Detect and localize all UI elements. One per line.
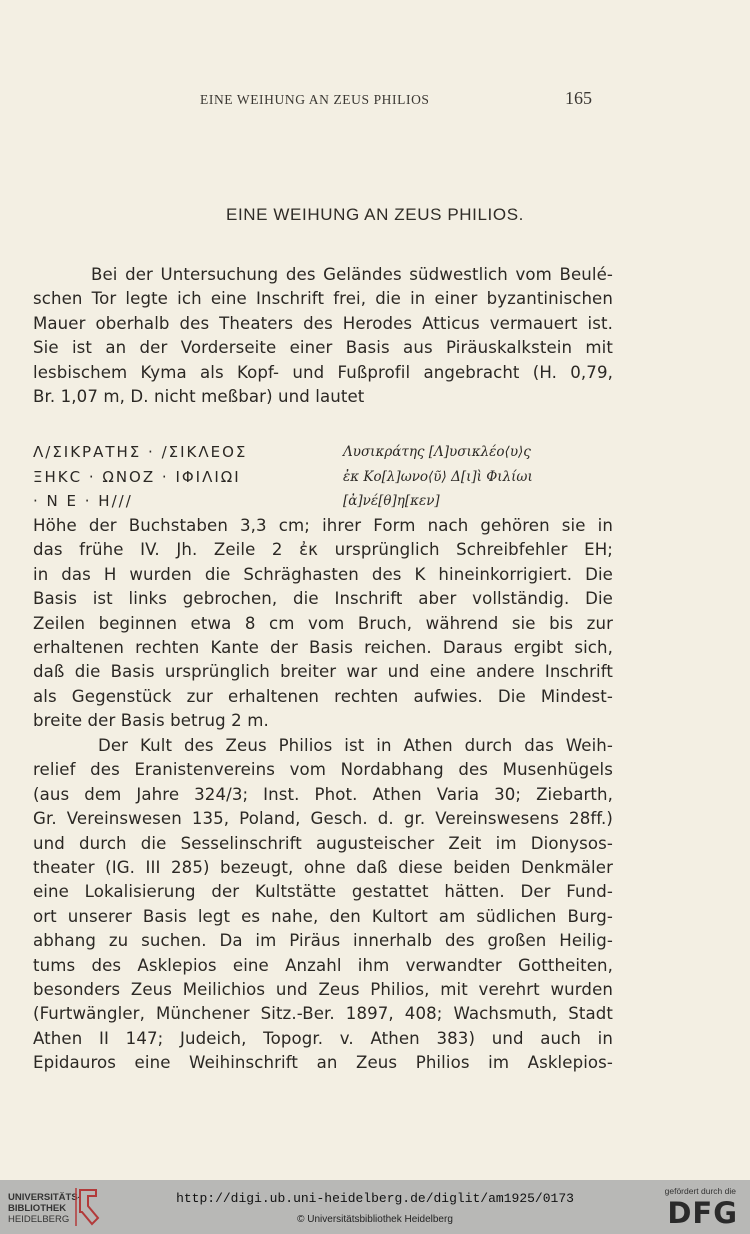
text-line: lesbischem Kyma als Kopf- und Fußprofil angebracht (H. 0,79, bbox=[33, 362, 613, 382]
inscription-transcription: ἐκ Κο[λ]ωνο⟨ῦ⟩ Δ[ι]ὶ Φιλίωι bbox=[343, 468, 533, 485]
library-logo-line: HEIDELBERG bbox=[8, 1214, 70, 1225]
text-line: Der Kult des Zeus Philios ist in Athen durch das Weih- bbox=[98, 736, 613, 755]
text-line: und durch die Sesselinschrift augusteischer Zeit im Dionysos- bbox=[33, 833, 613, 853]
text-line: schen Tor legte ich eine Inschrift frei, die in einer byzantinischen bbox=[33, 289, 613, 309]
text-line: Br. 1,07 m, D. nicht meßbar) und lautet bbox=[33, 387, 365, 407]
inscription-line bbox=[33, 465, 623, 490]
library-logo-line: BIBLIOTHEK bbox=[8, 1203, 67, 1214]
paragraph-cult bbox=[33, 734, 613, 1076]
running-title: EINE WEIHUNG AN ZEUS PHILIOS bbox=[200, 92, 430, 107]
inscription-stone-text: Λ/ΣΙΚΡΑΤΗΣ · /ΣΙΚΛΕΟΣ bbox=[33, 443, 248, 461]
library-logo-line: UNIVERSITÄTS- bbox=[8, 1192, 81, 1203]
inscription-stone-text: · Ν Ε · Η/// bbox=[33, 492, 133, 510]
source-link[interactable]: http://digi.ub.uni-heidelberg.de/diglit/am1925/0173 bbox=[176, 1191, 574, 1206]
text-line: besonders Zeus Meilichios und Zeus Philios, mit verehrt wurden bbox=[33, 980, 613, 1000]
text-line: Bei der Untersuchung des Geländes südwestlich vom Beulé- bbox=[91, 265, 613, 284]
text-line: (aus dem Jahre 324/3; Inst. Phot. Athen Varia 30; Ziebarth, bbox=[33, 784, 613, 804]
inscription-line bbox=[33, 440, 623, 465]
funder-label: gefördert durch die bbox=[664, 1186, 736, 1196]
text-line: Mauer oberhalb des Theaters des Herodes Atticus vermauert ist. bbox=[33, 313, 613, 333]
text-line: als Gegenstück zur erhaltenen rechten aufwies. Die Mindest- bbox=[33, 686, 613, 706]
text-line: breite der Basis betrug 2 m. bbox=[33, 711, 269, 731]
inscription-line bbox=[33, 489, 623, 514]
text-line: Höhe der Buchstaben 3,3 cm; ihrer Form nach gehören sie in bbox=[33, 516, 613, 535]
inscription-transcription: [ἀ]νέ[θ]η[κεν] bbox=[343, 493, 440, 509]
text-line: Gr. Vereinswesen 135, Poland, Gesch. d. gr. Vereinswesens 28ff.) bbox=[33, 809, 613, 829]
text-line: tums des Asklepios eine Anzahl ihm verwandter Gottheiten, bbox=[33, 955, 613, 975]
copyright-notice: © Universitätsbibliothek Heidelberg bbox=[297, 1214, 453, 1225]
paragraph-intro bbox=[33, 263, 613, 409]
text-line: in das H wurden die Schräghasten des K hineinkorrigiert. Die bbox=[33, 564, 613, 584]
text-line: daß die Basis ursprünglich breiter war und eine andere Inschrift bbox=[33, 662, 613, 682]
text-line: Basis ist links gebrochen, die Inschrift aber vollständig. Die bbox=[33, 589, 613, 609]
inscription-stone-text: ΞΗΚϹ · ΩΝΟΖ · ΙΦΙΛΙΩΙ bbox=[33, 467, 241, 486]
page-number: 165 bbox=[565, 88, 592, 108]
text-line: Athen II 147; Judeich, Topogr. v. Athen 383) und auch in bbox=[33, 1028, 613, 1048]
text-line: das frühe IV. Jh. Zeile 2 ἐκ ursprünglich Schreibfehler EH; bbox=[33, 540, 613, 560]
text-line: Epidauros eine Weihinschrift an Zeus Philios im Asklepios- bbox=[33, 1053, 613, 1073]
text-line: relief des Eranistenvereins vom Nordabhang des Musenhügels bbox=[33, 760, 613, 780]
text-line: abhang zu suchen. Da im Piräus innerhalb des großen Heilig- bbox=[33, 931, 613, 951]
text-line: Zeilen beginnen etwa 8 cm vom Bruch, während sie bis zur bbox=[33, 613, 613, 633]
running-head bbox=[0, 88, 750, 112]
inscription-transcription: Λυσικράτης [Λ]υσικλέο⟨υ⟩ς bbox=[343, 444, 531, 460]
text-line: eine Lokalisierung der Kultstätte gestattet hätten. Der Fund- bbox=[33, 882, 613, 902]
paragraph-description bbox=[33, 514, 613, 734]
inscription-block bbox=[33, 440, 623, 514]
article-title: EINE WEIHUNG AN ZEUS PHILIOS. bbox=[226, 205, 524, 224]
text-line: ort unserer Basis legt es nahe, den Kultort am südlichen Burg- bbox=[33, 906, 613, 926]
text-line: Sie ist an der Vorderseite einer Basis aus Piräuskalkstein mit bbox=[33, 338, 613, 358]
text-line: erhaltenen rechten Kante der Basis reichen. Daraus ergibt sich, bbox=[33, 638, 613, 658]
text-line: theater (IG. III 285) bezeugt, ohne daß diese beiden Denkmäler bbox=[33, 858, 613, 878]
dfg-logo: DFG bbox=[667, 1196, 738, 1230]
text-line: (Furtwängler, Münchener Sitz.-Ber. 1897, 408; Wachsmuth, Stadt bbox=[33, 1004, 613, 1024]
footer-bar bbox=[0, 1180, 750, 1234]
